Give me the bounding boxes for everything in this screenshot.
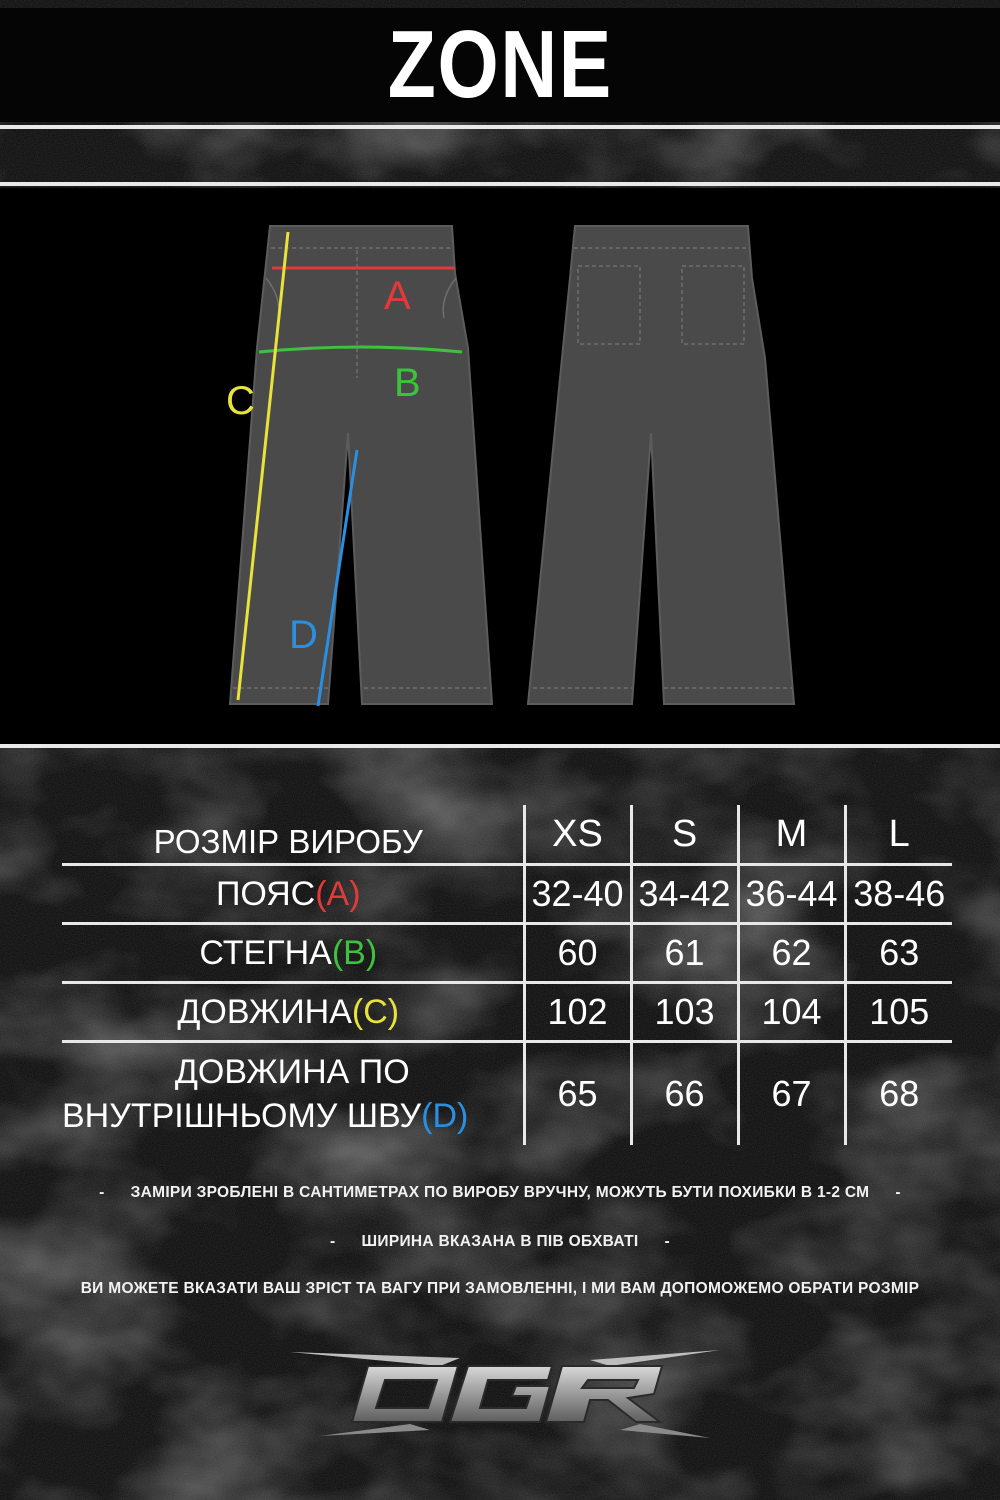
row-label-length: ДОВЖИНА(C) xyxy=(62,983,524,1042)
brand-title: ZONE xyxy=(387,11,613,118)
size-s: S xyxy=(631,805,738,865)
size-xs: XS xyxy=(524,805,631,865)
table-row xyxy=(62,865,952,924)
cell: 104 xyxy=(738,983,845,1042)
cell: 105 xyxy=(845,983,952,1042)
size-l: L xyxy=(845,805,952,865)
row-label-hips: СТЕГНА(B) xyxy=(62,924,524,983)
pants-illustration xyxy=(0,188,1000,744)
row-label-waist: ПОЯС(A) xyxy=(62,865,524,924)
cell: 68 xyxy=(845,1042,952,1146)
cell: 38-46 xyxy=(845,865,952,924)
table-header-row xyxy=(62,805,952,865)
cell: 102 xyxy=(524,983,631,1042)
cell: 63 xyxy=(845,924,952,983)
divider-diagram-bottom xyxy=(0,744,1000,748)
row-label-inseam: ДОВЖИНА ПО ВНУТРІШНЬОМУ ШВУ(D) xyxy=(62,1042,524,1146)
note-order-help: ВИ МОЖЕТЕ ВКАЗАТИ ВАШ ЗРІСТ ТА ВАГУ ПРИ ЗАМОВЛЕННІ, І МИ ВАМ ДОПОМОЖЕМО ОБРАТИ РОЗМІР xyxy=(80,1280,920,1297)
divider-top-1 xyxy=(0,125,1000,129)
cell: 32-40 xyxy=(524,865,631,924)
table-row xyxy=(62,983,952,1042)
cell: 60 xyxy=(524,924,631,983)
size-table xyxy=(62,805,952,1145)
header-label: РОЗМІР ВИРОБУ xyxy=(153,823,423,860)
label-d: D xyxy=(289,613,318,657)
label-b: B xyxy=(394,361,421,405)
title-banner xyxy=(0,8,1000,122)
table-row xyxy=(62,924,952,983)
cell: 62 xyxy=(738,924,845,983)
note-measurements: - ЗАМІРИ ЗРОБЛЕНІ В САНТИМЕТРАХ ПО ВИРОБУ ВРУЧНУ, МОЖУТЬ БУТИ ПОХИБКИ В 1-2 СМ - xyxy=(99,1184,901,1201)
cell: 67 xyxy=(738,1042,845,1146)
cell: 66 xyxy=(631,1042,738,1146)
label-c: C xyxy=(226,379,255,423)
size-m: M xyxy=(738,805,845,865)
ogr-logo xyxy=(290,1344,720,1444)
back-pants-icon xyxy=(528,226,794,704)
measurement-diagram xyxy=(0,188,1000,744)
label-a: A xyxy=(384,274,411,318)
table-row xyxy=(62,1042,952,1146)
front-pants-icon xyxy=(230,226,492,704)
cell: 61 xyxy=(631,924,738,983)
cell: 65 xyxy=(524,1042,631,1146)
divider-top-2 xyxy=(0,182,1000,186)
cell: 103 xyxy=(631,983,738,1042)
cell: 36-44 xyxy=(738,865,845,924)
note-width: - ШИРИНА ВКАЗАНА В ПІВ ОБХВАТІ - xyxy=(330,1233,670,1250)
cell: 34-42 xyxy=(631,865,738,924)
